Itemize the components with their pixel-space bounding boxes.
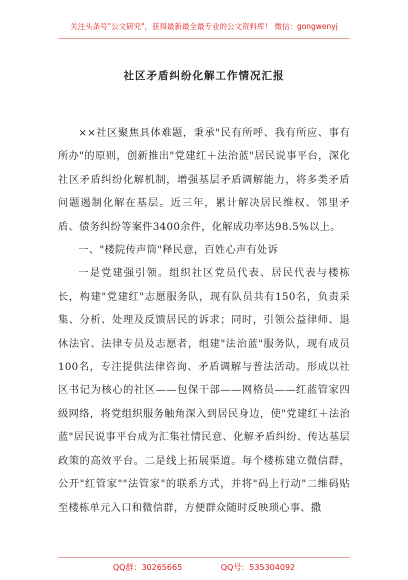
section-heading: 一、"楼院传声筒"释民意，百姓心声有处诉 (78, 245, 279, 257)
paragraph-body: 一是党建强引领。组织社区党员代表、居民代表与楼栋长，构建"党建红"志愿服务队，现有队员共有150名，负责采集、分析、处理及反馈居民的诉求；同时，引领公益律师、退休法官、法律专员及志愿者，组建"法治蓝"服务队，现有成员100名，专注提供法律咨询、矛盾调解与普法活动。形成以社区书记为核心的社区——包保干部——网格员——红蓝管家四级网络，将党组织服务触角深入到居民身边，使"党建红＋法治蓝"居民说事平台成为汇集社情民意、化解矛盾纠纷、传达基层政策的高效平台。二是线上拓展渠道。每个楼栋建立微信群，公开"红管家""法管家"的联系方式，并将"码上行动"二维码贴至楼栋单元入口和微信群，方便群众随时反映琐心事、撒 (58, 268, 350, 514)
document-body (58, 122, 350, 520)
qq-group-text: QQ群：30265665 (112, 563, 183, 572)
document-title: 社区矛盾纠纷化解工作情况汇报 (123, 70, 285, 82)
header-divider (58, 38, 350, 39)
header-notice: 关注头条号"公文研究"，获得最新最全最专业的公文资料库！ 微信：gongwenyj (70, 22, 338, 31)
footer-contact (0, 563, 408, 573)
qq-number-text: QQ号：535304092 (220, 563, 296, 572)
paragraph-intro: ××社区聚焦具体难题，秉承"民有所呼、我有所应、事有所办"的原则，创新推出"党建红＋法治蓝"居民说事平台，深化社区矛盾纠纷化解机制，增强基层矛盾调解能力，将多类矛盾问题遏制化解在基层。近三年，累计解决居民维权、邻里矛盾、债务纠纷等案件3400余件，化解成功率达98.5%以上。 (58, 128, 350, 233)
footer-divider (58, 557, 350, 558)
